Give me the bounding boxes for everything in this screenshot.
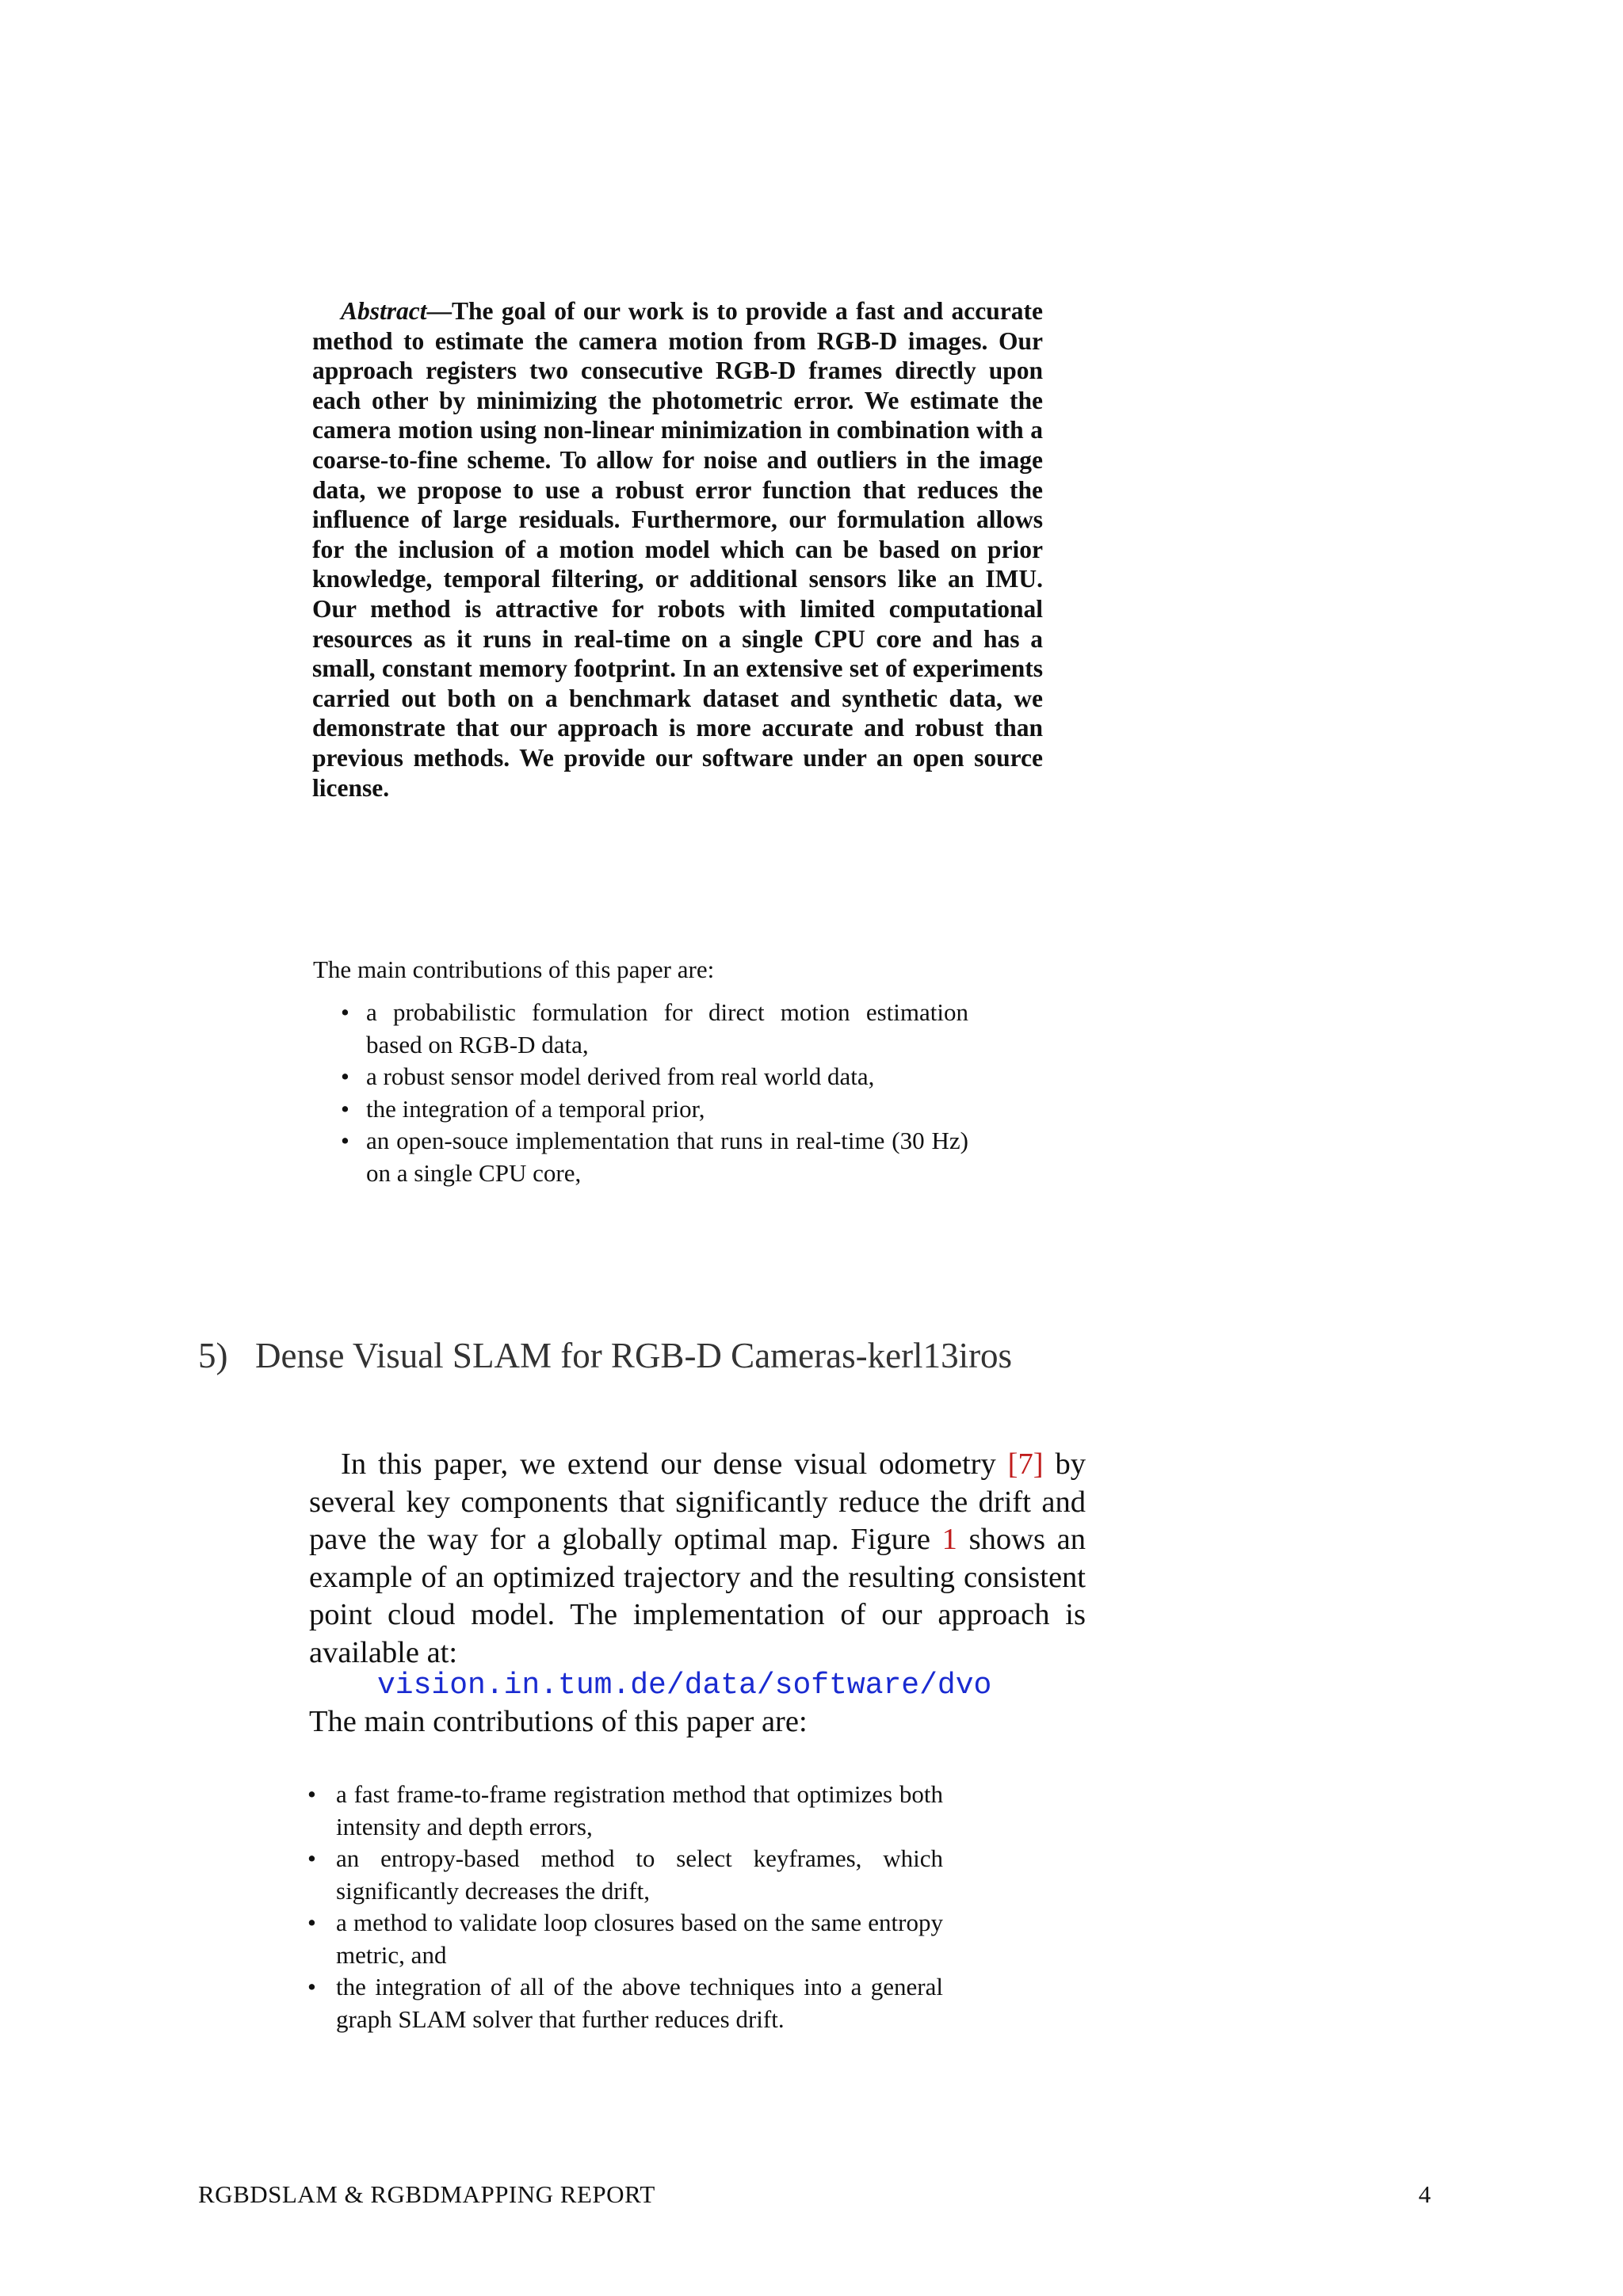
citation-bracket-close: ] [1033, 1447, 1044, 1481]
list-item: • the integration of all of the above techniques into a general graph SLAM solver that further reduces drift. [307, 1971, 943, 2035]
intro-paragraph [309, 1446, 1086, 1672]
abstract-lead: Abstract [341, 297, 427, 325]
paragraph-text: In this paper, we extend our dense visual odometry [341, 1447, 1008, 1481]
list-item: • the integration of a temporal prior, [341, 1093, 968, 1126]
list-item: • an entropy-based method to select keyframes, which significantly decreases the drift, [307, 1843, 943, 1907]
citation-bracket-open: [ [1007, 1447, 1018, 1481]
section-heading [198, 1333, 1228, 1378]
list-item: • a fast frame-to-frame registration method that optimizes both intensity and depth errors, [307, 1779, 943, 1843]
contributions-intro-2: The main contributions of this paper are: [309, 1705, 808, 1738]
contributions-intro-1: The main contributions of this paper are: [313, 955, 715, 983]
list-item: • a probabilistic formulation for direct motion estimation based on RGB-D data, [341, 997, 968, 1061]
paragraph-text: by several key components that significantly reduce the drift and pave the way for a globally optimal map. Figure [309, 1447, 1086, 1556]
list-item: • an open-souce implementation that runs in real-time (30 Hz) on a single CPU core, [341, 1125, 968, 1189]
list-item: • a robust sensor model derived from real world data, [341, 1061, 968, 1093]
contributions-list-2 [307, 1779, 943, 2035]
paragraph-text: shows an example of an optimized trajectory and the resulting consistent point cloud model. The implementation of our approach is available at: [309, 1523, 1086, 1669]
contributions-list-1 [341, 997, 968, 1189]
abstract-text: The goal of our work is to provide a fast and accurate method to estimate the camera motion from RGB-D images. Our approach registers two consecutive RGB-D frames directly upon each other by minimizing the photometric error. We estimate the camera motion using non-linear minimization in combination with a coarse-to-fine scheme. To allow for noise and outliers in the image data, we propose to use a robust error function that reduces the influence of large residuals. Furthermore, our formulation allows for the inclusion of a motion model which can be based on prior knowledge, temporal filtering, or additional sensors like an IMU. Our method is attractive for robots with limited computational resources as it runs in real-time on a single CPU core and has a small, constant memory footprint. In an extensive set of experiments carried out both on a benchmark dataset and synthetic data, we demonstrate that our approach is more accurate and robust than previous methods. We provide our software under an open source license. [312, 297, 1043, 802]
list-item: • a method to validate loop closures based on the same entropy metric, and [307, 1907, 943, 1971]
abstract-dash: — [426, 297, 453, 325]
footer-report-title: RGBDSLAM & RGBDMAPPING REPORT [198, 2180, 655, 2208]
section-title: Dense Visual SLAM for RGB-D Cameras-kerl13iros [255, 1336, 1013, 1375]
figure-link[interactable]: 1 [941, 1523, 957, 1556]
abstract-paragraph [312, 296, 1043, 803]
section-number: 5) [198, 1336, 228, 1375]
software-url-link[interactable]: vision.in.tum.de/data/software/dvo [377, 1669, 992, 1703]
page-number: 4 [1419, 2180, 1431, 2208]
citation-link[interactable]: 7 [1018, 1447, 1033, 1481]
